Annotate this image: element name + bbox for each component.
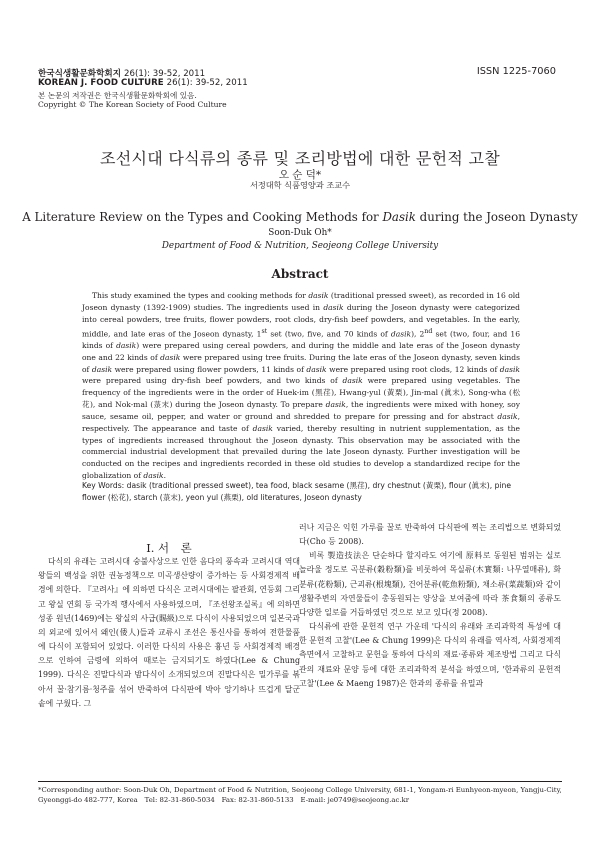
abstract-text: This study examined the types and cooking methods for (92, 291, 309, 300)
abstract-text: set (two, four, and 16 kinds of (82, 329, 520, 350)
abstract-italic: dasik (116, 340, 137, 350)
abstract-italic: dasik (252, 423, 273, 433)
abstract-italic: dasik (497, 411, 518, 421)
abstract-text: . (163, 471, 167, 481)
author-english: Soon-Duk Oh* (268, 228, 332, 238)
abstract-italic: dasik (323, 302, 344, 312)
abstract-text: were prepared using tree fruits. During the late eras of the Joseon dynasty, seven kinds of (82, 352, 520, 374)
abstract-superscript: nd (424, 327, 433, 335)
footnote-divider (38, 781, 562, 782)
abstract-text: , respectively. The appearance and taste of (82, 411, 520, 433)
body-paragraph: 비록 製造技法은 단순하다 할지라도 여기에 原料로 동원된 범위는 실로 놀라울 정도로 곡분류(穀粉類)를 비롯하여 목실류(木實類: 나무열매류), 화분류(花粉類), 근괴류(根塊類), 건어분류(乾魚粉類), 채소류(菜蔬類)와 같이 생활주변의 자연물들이 총동원되는 양상을 보여줌에 따라 茶食類의 종류도 다양한 일로를 거듭하였던 것으로 보고 있다(정 2008). (299, 551, 561, 617)
journal-ko-title: 한국식생활문화학회지 (38, 69, 122, 79)
title-en-suffix: during the Joseon Dynasty (415, 210, 578, 224)
copyright-note-korean: 본 논문의 저작권은 한국식생활문화학회에 있음. (38, 91, 197, 100)
affiliation-korean: 서정대학 식품영양과 조교수 (249, 180, 351, 190)
section-heading-introduction: Ⅰ. 서 론 (146, 541, 192, 555)
title-en-prefix: A Literature Review on the Types and Cooking Methods for (22, 210, 383, 224)
journal-ko-volume: 26(1): 39-52, 2011 (124, 69, 206, 79)
abstract-text: set (two, five, and 70 kinds of (267, 329, 391, 339)
keywords-list: dasik (traditional pressed sweet), tea food, black sesame (黑荏), dry chestnut (黃栗), flour (眞末), pine flower (松花), starch (菉末), yeon yul (燕栗), old literatures, Joseon dynasty (82, 481, 511, 502)
copyright-notice: Copyright © The Korean Society of Food Culture (38, 100, 227, 109)
journal-en-title: KOREAN J. FOOD CULTURE (38, 78, 164, 88)
abstract-italic: dasik (91, 364, 113, 374)
keywords-label: Key Words: (82, 481, 125, 490)
body-column-right (299, 521, 561, 691)
abstract-italic: dasik (308, 291, 329, 300)
author-korean: 오 순 덕* (278, 169, 322, 181)
abstract-italic: dasik (143, 471, 164, 481)
body-paragraph: 러나 지금은 익힌 가루를 꿀로 반죽하여 다식판에 찍는 조리법으로 변화되었다(Cho 등 2008). (299, 523, 561, 547)
abstract-text: varied, thereby resulting in nutrient supplementation, as the types of ingredients increased throughout the Joseon dynasty. This observation may be associated with the commercial industrial development that prevailed during the late Joseon dynasty. Further investigation will be conducted on the recipes and ingredients recorded in these old studies to develop a standardized recipe for the globalization of (82, 423, 520, 481)
body-paragraph: 다식류에 관한 문헌적 연구 가운데 '다식의 유래와 조리과학적 특성에 대한 문헌적 고찰'(Lee & Chung 1999)은 다식의 유래를 역사적, 사회경제적 측면에서 고찰하고 문헌을 통하여 다식의 재료·종류와 제조방법 그리고 다식관의 재료와 문양 등에 대한 조리과학적 분석을 하였으며, '한과류의 문헌적 고찰'(Lee & Maeng 1987)은 한과의 종류를 유밀과 (299, 622, 561, 688)
title-english (0, 210, 600, 224)
abstract-paragraph (82, 290, 520, 482)
abstract-text: , the ingredients were mixed with honey, soy sauce, sesame oil, pepper, and water or ground and shredded to prepare for pressing and for abstract (82, 400, 520, 421)
title-en-dasik: Dasik (382, 210, 416, 224)
journal-en-volume: 26(1): 39-52, 2011 (166, 78, 248, 88)
body-paragraph: 다식의 유래는 고려시대 숭불사상으로 인한 음다의 풍속과 고려시대 역대 왕들의 백성을 위한 권농정책으로 미곡생산량이 증가하는 등 사회경제적 배경에 의한다. 『고려사』에 의하면 다식은 고려시대에는 팔관회, 연등회 그리고 왕실 연회 등 국가적 행사에서 사용하였으며, 『조선왕조실록』에 의하면 성종 원년(1469)에는 왕실의 사급(賜級)으로 다식이 사용되었으며 일본국과의 외교에 있어서 왜인(倭人)들과 교류시 조선은 통신사를 통하여 전한물품에 다식이 포함되어 있었다. 이러한 다식의 사용은 흉년 등 사회경제적 배경으로 인하여 금령에 의하여 때로는 금지되기도 하였다(Lee & Chung 1999). 다식은 진말다식과 밤다식이 소개되었으며 진말다식은 밀가루를 볶아서 꿀·참기름·청주를 섞어 반죽하여 다식판에 박아 앙기하나 뜨겁게 달군 솥에 구웠다. 그 (38, 557, 300, 708)
abstract-italic: dasik (390, 329, 412, 339)
abstract-text: were prepared using flower powders, 11 kinds of (112, 364, 307, 374)
abstract-text: were prepared using dry-fish beef powders, and two kinds of (82, 376, 343, 386)
abstract-heading: Abstract (271, 267, 329, 281)
keywords (82, 480, 520, 503)
abstract-text: (traditional pressed sweet), as recorded in 16 old Joseon dynasty (1392-1909) studies. The ingredients used in (82, 291, 521, 312)
abstract-italic: dasik (499, 364, 520, 374)
abstract-italic: dasik (160, 352, 181, 362)
affiliation-english: Department of Food & Nutrition, Seojeong College University (161, 241, 439, 251)
abstract-text: during the Joseon dynasty were categorized into cereal powders, tree fruits, flower powders, root clods, dry-fish beef powders, and vegetables. In the early, middle, and late eras of the Joseon dynasty, 1 (82, 302, 520, 339)
title-korean: 조선시대 다식류의 종류 및 조리방법에 대한 문헌적 고찰 (99, 149, 501, 168)
journal-name-english (38, 78, 248, 88)
body-column-left (38, 541, 300, 711)
abstract-text: ), 2 (411, 329, 425, 339)
abstract-text: were prepared using vegetables. The frequency of the ingredients were in the order of Huek-im (黑荏), Hwang-yul (黃栗), Jin-mal (眞末), Song-wha (松花), and Nok-mal (菉末) during the Joseon dynasty. To prepare (82, 376, 520, 410)
abstract-italic: dasik (325, 400, 346, 410)
abstract-text: ) were prepared using cereal powders, and during the middle and late eras of the Joseon dynasty one and 22 kinds of (82, 340, 520, 362)
abstract-superscript: st (261, 327, 268, 335)
abstract-italic: dasik (306, 364, 327, 374)
abstract-body (82, 290, 520, 482)
issn-number: ISSN 1225-7060 (476, 66, 556, 77)
abstract-italic: dasik (342, 376, 363, 386)
corresponding-author-footnote: *Corresponding author: Soon-Duk Oh, Department of Food & Nutrition, Seojeong College University, 681-1, Yongam-ri Eunhyeon-myeon, Yangju-City, Gyeonggi-do 482-777, Korea Tel: 82-31-860-5034 Fax: 82-31-860-5133 E-mail: je0749@seojeong.ac.kr (38, 786, 562, 804)
abstract-text: were prepared using root clods, 12 kinds of (326, 364, 500, 374)
